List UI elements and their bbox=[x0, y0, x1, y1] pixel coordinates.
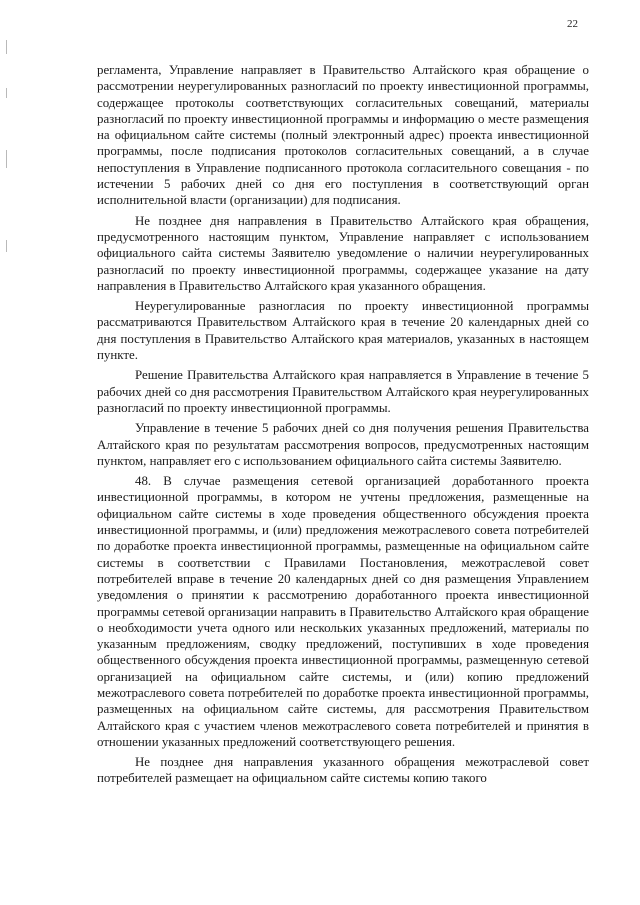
paragraph: 48. В случае размещения сетевой организацией доработанного проекта инвестиционной программы, в котором не учтены предложения, размещенные на официальном сайте системы в ходе проведения общественного обсуждения проекта инвестиционной программы, и (или) предложения межотраслевого совета потребителей по доработке проекта инвестиционной программы, размещенные на официальном сайте системы в соответствии с Правилами Постановления, межотраслевой совет потребителей вправе в течение 20 календарных дней со дня размещения Управлением уведомления о принятии к рассмотрению доработанного проекта инвестиционной программы сетевой организации направить в Правительство Алтайского края обращение о необходимости учета одного или нескольких указанных предложений, материалы по указанным предложениям, сводку предложений, поступивших в ходе проведения общественного обсуждения проекта инвестиционной программы, размещенную сетевой организацией на официальном сайте системы, и (или) копию предложений межотраслевого совета потребителей по доработке проекта инвестиционной программы, размещенных на официальном сайте системы, для рассмотрения Правительством Алтайского края с участием членов межотраслевого совета потребителей и принятия в отношении указанных предложений соответствующего решения. bbox=[97, 474, 589, 749]
scan-edge-mark bbox=[6, 40, 7, 54]
page-number: 22 bbox=[567, 18, 578, 30]
paragraph: Не позднее дня направления в Правительство Алтайского края обращения, предусмотренного настоящим пунктом, Управление направляет с использованием официального сайта системы Заявителю уведомление о наличии неурегулированных разногласий по проекту инвестиционной программы, содержащее указание на дату направления в Правительство Алтайского края указанного обращения. bbox=[97, 213, 589, 293]
paragraph: Неурегулированные разногласия по проекту инвестиционной программы рассматриваются Правительством Алтайского края в течение 20 календарных дней со дня поступления в Правительство Алтайского края материалов, указанных в настоящем пункте. bbox=[97, 299, 589, 363]
paragraph: Управление в течение 5 рабочих дней со дня получения решения Правительства Алтайского края по результатам рассмотрения вопросов, предусмотренных настоящим пунктом, направляет его с использованием официального сайта системы Заявителю. bbox=[97, 421, 589, 468]
paragraph: регламента, Управление направляет в Правительство Алтайского края обращение о рассмотрении неурегулированных разногласий по проекту инвестиционной программы, содержащее протоколы соответствующих согласительных совещаний, материалы разногласий по проекту инвестиционной программы и информацию о месте размещения на официальном сайте системы (полный электронный адрес) проекта инвестиционной программы, после подписания протоколов согласительных совещаний, а в случае непоступления в Управление подписанного протокола согласительного совещания - по истечении 5 рабочих дней со дня его поступления в соответствующий орган исполнительной власти (организации) для подписания. bbox=[97, 63, 589, 208]
scan-edge-mark bbox=[6, 88, 7, 98]
document-body bbox=[97, 62, 589, 791]
paragraph: Не позднее дня направления указанного обращения межотраслевой совет потребителей размещает на официальном сайте системы копию такого bbox=[97, 755, 589, 786]
paragraph: Решение Правительства Алтайского края направляется в Управление в течение 5 рабочих дней со дня рассмотрения Правительством Алтайского края неурегулированных разногласий по проекту инвестиционной программы. bbox=[97, 368, 589, 415]
scan-edge-mark bbox=[6, 150, 7, 168]
scan-edge-mark bbox=[6, 240, 7, 252]
